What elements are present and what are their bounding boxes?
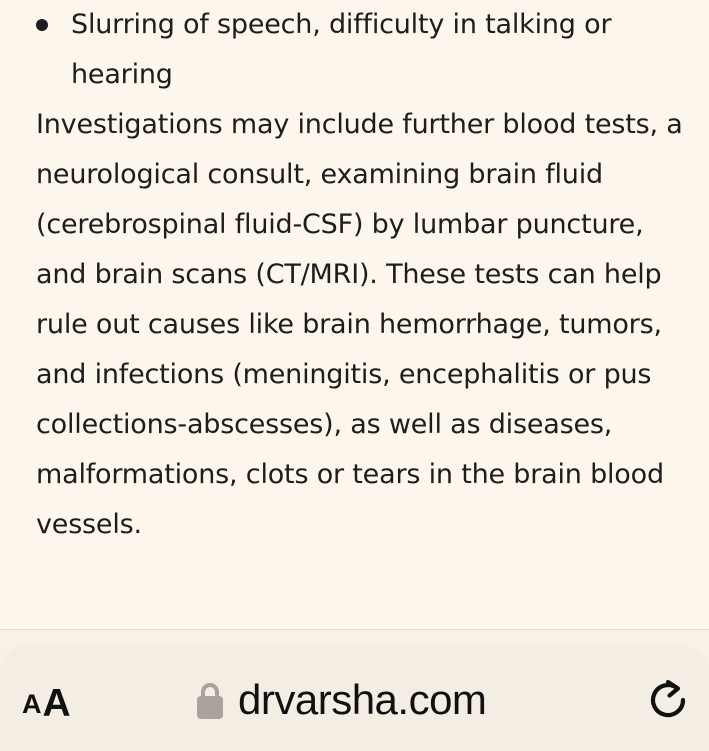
bullet-text: Slurring of speech, difficulty in talking or hearing xyxy=(71,9,612,90)
reload-icon[interactable] xyxy=(647,679,689,721)
bullet-icon xyxy=(36,19,48,31)
page-settings-button[interactable] xyxy=(22,676,71,724)
investigations-paragraph: Investigations may include further blood tests, a neurological consult, examining brain fluid (cerebrospinal fluid-CSF) by lumbar puncture, and brain scans (CT/MRI). These tests can help rule out causes like brain hemorrhage, tumors, and infections (meningitis, encephalitis or pus collections-abscesses), as well as diseases, malformations, clots or tears in the brain blood vessels. xyxy=(36,109,683,540)
symptom-list xyxy=(36,0,676,100)
text-size-small-label: A xyxy=(22,689,42,719)
url-field[interactable] xyxy=(196,674,486,726)
url-text: drvarsha.com xyxy=(238,676,487,723)
list-item xyxy=(36,0,676,100)
lock-icon xyxy=(196,680,224,720)
text-size-large-label: A xyxy=(42,682,71,725)
